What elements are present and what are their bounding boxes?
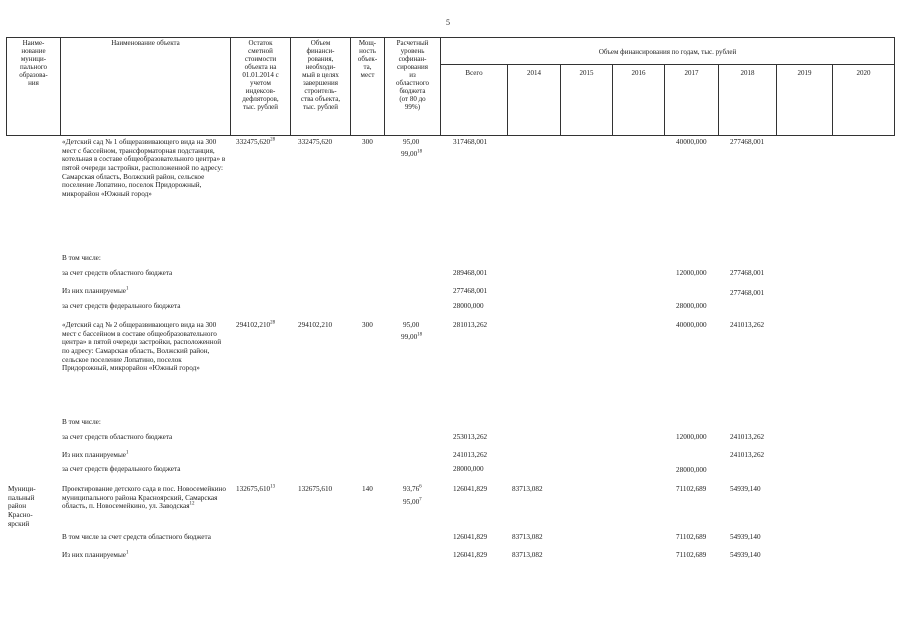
header-year-divider xyxy=(440,64,895,65)
object-2-2017: 40000,000 xyxy=(676,321,707,329)
header-year-2016: 2016 xyxy=(631,69,646,77)
object-3-planned-label: Из них планируемые$^1$ xyxy=(62,550,129,559)
header-year-2015: 2015 xyxy=(579,69,594,77)
object-3-regional-label: В том числе за счет средств областного бюджета xyxy=(62,533,211,541)
header-cofinancing-level: Расчетный уровень софинан- сирования из областного бюджета (от 80 до 99%) xyxy=(395,39,430,111)
object-2-total: 281013,262 xyxy=(453,321,488,329)
object-3-remaining-cost: 132675,610$^{13}$ xyxy=(236,484,276,493)
object-2-planned-total: 241013,262 xyxy=(453,451,488,459)
object-1-2018: 277468,001 xyxy=(730,138,765,146)
header-municipality: Наиме- нование муници- пального образова- ния xyxy=(19,39,48,87)
object-1-capacity: 300 xyxy=(362,138,373,146)
object-3-total: 126041,829 xyxy=(453,485,488,493)
object-3-planned-2018: 54939,140 xyxy=(730,551,761,559)
object-1-federal-2017: 28000,000 xyxy=(676,302,707,310)
object-1-2017: 40000,000 xyxy=(676,138,707,146)
object-1-remaining-cost: 332475,620$^{28}$ xyxy=(236,137,276,146)
object-2-in-total-label: В том числе: xyxy=(62,418,101,426)
object-3-name: Проектирование детского сада в пос. Новосемейкино муниципального района Красноярский, Самарская область, п. Новосемейкино, ул. Заводская$^{12}$ xyxy=(62,485,226,511)
header-year-2017: 2017 xyxy=(684,69,699,77)
object-3-2018: 54939,140 xyxy=(730,485,761,493)
header-financing-by-years: Объем финансирования по годам, тыс. рублей xyxy=(598,48,737,56)
object-2-federal-total: 28000,000 xyxy=(453,465,484,473)
object-1-planned-label: Из них планируемые$^1$ xyxy=(62,286,129,295)
object-2-cofinancing-1: 95,00 xyxy=(403,321,420,329)
object-3-capacity: 140 xyxy=(362,485,373,493)
header-object-name: Наименование объекта xyxy=(111,39,180,47)
object-3-regional-2017: 71102,689 xyxy=(676,533,707,541)
page-number: 5 xyxy=(446,18,450,27)
object-3-cofinancing-1: 93,76$^6$ xyxy=(403,484,422,493)
object-3-regional-2018: 54939,140 xyxy=(730,533,761,541)
object-2-cofinancing-2: 99,00$^{18}$ xyxy=(401,332,423,341)
header-year-2018: 2018 xyxy=(740,69,755,77)
object-2-regional-2018: 241013,262 xyxy=(730,433,765,441)
header-bottom-border xyxy=(6,135,895,136)
header-total: Всего xyxy=(465,69,483,77)
object-2-financing-volume: 294102,210 xyxy=(298,321,333,329)
object-3-2014: 83713,082 xyxy=(512,485,543,493)
object-2-regional-total: 253013,262 xyxy=(453,433,488,441)
object-3-planned-2017: 71102,689 xyxy=(676,551,707,559)
object-2-regional-2017: 12000,000 xyxy=(676,433,707,441)
header-year-2020: 2020 xyxy=(856,69,871,77)
object-1-regional-label: за счет средств областного бюджета xyxy=(62,269,173,277)
object-1-in-total-label: В том числе: xyxy=(62,254,101,262)
header-year-2019: 2019 xyxy=(797,69,812,77)
object-3-regional-2014: 83713,082 xyxy=(512,533,543,541)
object-1-name: «Детский сад № 1 общеразвивающего вида на 300 мест с бассейном, трансформаторная подстанция, котельная в составе общеобразовательного центра» в пятой очереди застройки, расположенной по адресу: Самарская область, Волжский район, сельское поселение Лопатино, поселок Придорожный, микрорайон «Южный город» xyxy=(62,138,226,198)
object-2-planned-label: Из них планируемые$^1$ xyxy=(62,450,129,459)
object-3-2017: 71102,689 xyxy=(676,485,707,493)
object-2-2018: 241013,262 xyxy=(730,321,765,329)
object-1-federal-total: 28000,000 xyxy=(453,302,484,310)
object-3-cofinancing-2: 95,00$^7$ xyxy=(403,497,422,506)
object-1-cofinancing-1: 95,00 xyxy=(403,138,420,146)
object-1-total: 317468,001 xyxy=(453,138,488,146)
object-2-name: «Детский сад № 2 общеразвивающего вида на 300 мест с бассейном в составе общеобразовательного центра» в пятой очереди застройки, расположенной по адресу: Самарская область, Волжский район, сельское поселение Лопатино, поселок Придорожный, микрорайон «Южный город» xyxy=(62,321,222,373)
header-year-2014: 2014 xyxy=(527,69,541,77)
object-3-financing-volume: 132675,610 xyxy=(298,485,333,493)
object-1-federal-label: за счет средств федерального бюджета xyxy=(62,302,181,310)
object-2-remaining-cost: 294102,210$^{28}$ xyxy=(236,320,276,329)
object-3-regional-total: 126041,829 xyxy=(453,533,488,541)
object-1-cofinancing-2: 99,00$^{18}$ xyxy=(401,149,423,158)
object-1-planned-total: 277468,001 xyxy=(453,287,488,295)
header-capacity: Мощ- ность объек- та, мест xyxy=(357,39,378,79)
object-1-regional-2017: 12000,000 xyxy=(676,269,707,277)
object-2-capacity: 300 xyxy=(362,321,373,329)
object-3-municipality: Муници- пальный район Красно- ярский xyxy=(8,485,36,528)
header-financing-volume: Объем финанси- рования, необходи- мый в целях завершения строитель- ства объекта, тыс. рублей xyxy=(300,39,341,111)
object-2-regional-label: за счет средств областного бюджета xyxy=(62,433,173,441)
object-2-federal-2017: 28000,000 xyxy=(676,466,707,474)
object-1-regional-total: 289468,001 xyxy=(453,269,488,277)
object-1-financing-volume: 332475,620 xyxy=(298,138,333,146)
object-3-planned-total: 126041,829 xyxy=(453,551,488,559)
object-1-regional-2018: 277468,001 xyxy=(730,269,765,277)
object-3-planned-2014: 83713,082 xyxy=(512,551,543,559)
header-remaining-cost: Остаток сметной стоимости объекта на 01.01.2014 с учетом индексов- дефляторов, тыс. рублей xyxy=(242,39,279,111)
header-top-border xyxy=(6,37,895,38)
object-1-planned-2018: 277468,001 xyxy=(730,289,765,297)
object-2-federal-label: за счет средств федерального бюджета xyxy=(62,465,181,473)
object-2-planned-2018: 241013,262 xyxy=(730,451,765,459)
